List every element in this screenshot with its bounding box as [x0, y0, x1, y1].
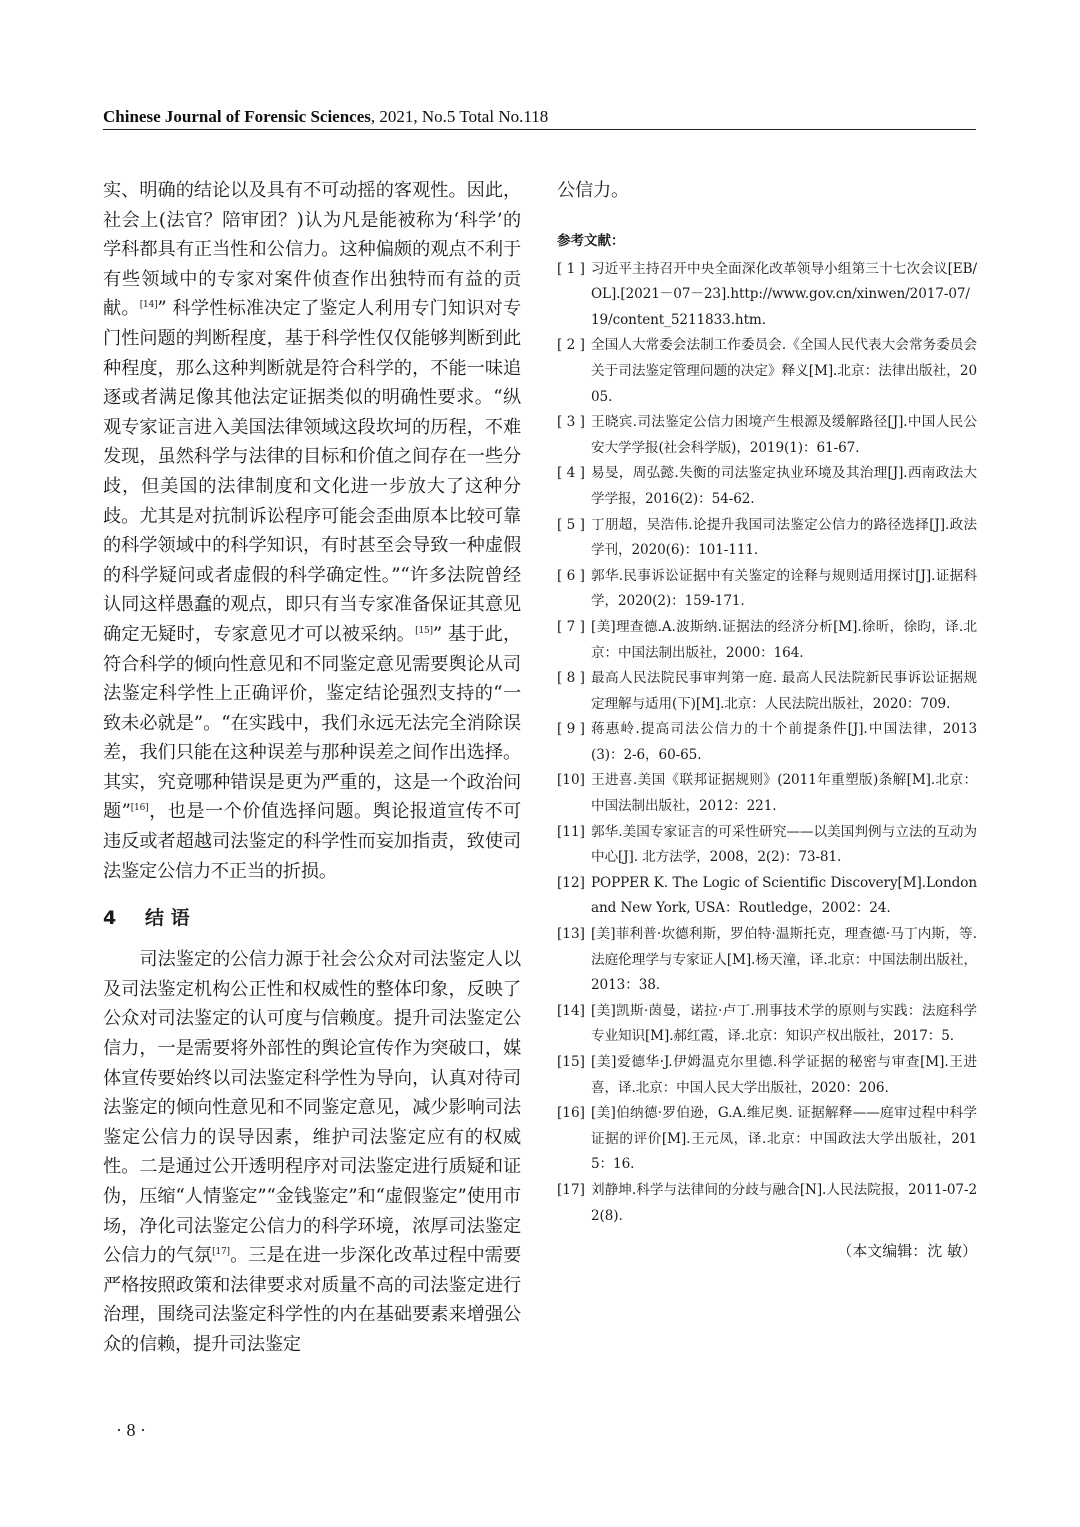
editor-note: （本文编辑：沈 敏）	[837, 1242, 977, 1261]
right-column	[557, 176, 977, 1263]
reference-number: [ 9 ]	[557, 721, 585, 738]
section-number: 4	[103, 907, 117, 930]
reference-item	[557, 461, 977, 512]
reference-item	[557, 820, 977, 871]
reference-number: [12]	[557, 874, 585, 891]
reference-number: [ 8 ]	[557, 670, 585, 687]
text-run: ” 科学性标准决定了鉴定人利用专门知识对专门性问题的判断程度，基于科学性仅仅能够判断到此种程度，那么这种判断就是符合科学的，不能一味追逐或者满足像其他法定证据类似的明确性要求。“纵观专家证言进入美国法律领域这段坎坷的历程，不难发现，虽然科学与法律的目标和价值之间存在一些分歧，但美国的法律制度和文化进一步放大了这种分歧。尤其是对抗制诉讼程序可能会歪曲原本比较可靠的科学领域中的科学知识，有时甚至会导致一种虚假的科学疑问或者虚假的科学确定性。”“许多法院曾经认同这样愚蠢的观点，即只有当专家准备保证其意见确定无疑时，专家意见才可以被采纳。	[103, 298, 521, 645]
citation-17: [17]	[212, 1247, 230, 1258]
header-rule	[103, 129, 976, 130]
reference-number: [ 7 ]	[557, 618, 585, 635]
reference-number: [ 3 ]	[557, 414, 585, 431]
reference-number: [17]	[557, 1181, 585, 1198]
reference-number: [15]	[557, 1054, 585, 1070]
reference-item	[557, 768, 977, 819]
citation-15: [15]	[415, 625, 433, 636]
body-paragraph-1	[103, 176, 521, 886]
reference-number: [ 4 ]	[557, 465, 585, 482]
text-run: ，也是一个价值选择问题。舆论报道宣传不可违反或者超越司法鉴定的科学性而妄加指责，致使司法鉴定公信力不正当的折损。	[103, 801, 521, 882]
text-run: 。三是在进一步深化改革过程中需要严格按照政策和法律要求对质量不高的司法鉴定进行治理，围绕司法鉴定科学性的内在基础要素来增强公众的信赖，提升司法鉴定	[103, 1245, 521, 1355]
reference-number: [14]	[557, 1002, 585, 1019]
citation-14: [14]	[139, 300, 158, 311]
reference-text: 习近平主持召开中央全面深化改革领导小组第三十七次会议[EB/OL].[2021－07－23].http://www.gov.cn/xinwen/2017-07/19/content_5211833.htm.	[591, 260, 977, 328]
reference-text: 全国人大常委会法制工作委员会.《全国人民代表大会常务委员会关于司法鉴定管理问题的决定》释义[M].北京：法律出版社，2005.	[591, 337, 977, 405]
section-heading	[103, 903, 521, 933]
reference-text: 郭华.美国专家证言的可采性研究——以美国判例与立法的互动为中心[J]. 北方法学，2008，2(2)：73-81.	[591, 823, 977, 866]
reference-item	[557, 410, 977, 461]
body-paragraph-2	[103, 945, 521, 1359]
section-title: 结 语	[145, 907, 190, 930]
reference-text: 王进喜.美国《联邦证据规则》(2011年重塑版)条解[M].北京：中国法制出版社，2012：221.	[591, 772, 977, 815]
reference-text: 丁朋超，吴浩伟.论提升我国司法鉴定公信力的路径选择[J].政法学刊，2020(6)：101-111.	[591, 516, 977, 559]
reference-text: [美]伯纳德·罗伯逊，G.A.维尼奥. 证据解释——庭审过程中科学证据的评价[M].王元凤，译.北京：中国政法大学出版社，2015：16.	[591, 1105, 977, 1173]
running-head	[103, 106, 548, 128]
reference-item	[557, 922, 977, 999]
reference-item	[557, 1050, 977, 1101]
reference-number: [11]	[557, 823, 585, 840]
reference-item	[557, 717, 977, 768]
reference-item	[557, 333, 977, 410]
reference-number: [ 6 ]	[557, 567, 585, 584]
reference-text: [美]理查德.A.波斯纳.证据法的经济分析[M].徐昕，徐昀，译.北京：中国法制出版社，2000：164.	[591, 618, 977, 661]
continuation-text: 公信力。	[557, 180, 629, 201]
left-column	[103, 176, 521, 1360]
reference-list	[557, 257, 977, 1230]
reference-number: [ 5 ]	[557, 516, 585, 533]
reference-text: 王晓宾.司法鉴定公信力困境产生根源及缓解路径[J].中国人民公安大学学报(社会科学版)，2019(1)：61-67.	[591, 414, 977, 456]
journal-issue: , 2021, No.5 Total No.118	[370, 107, 549, 126]
reference-text: [美]爱德华·J.伊姆温克尔里德.科学证据的秘密与审查[M].王进喜，译.北京：中国人民大学出版社，2020：206.	[591, 1054, 977, 1096]
references-title: 参考文献：	[557, 232, 625, 249]
reference-item	[557, 1101, 977, 1178]
page-number: · 8 ·	[116, 1420, 146, 1440]
journal-title: Chinese Journal of Forensic Sciences	[103, 107, 371, 126]
reference-text: 刘静坤.科学与法律间的分歧与融合[N].人民法院报，2011-07-22(8).	[591, 1181, 977, 1224]
reference-text: 蒋惠岭.提高司法公信力的十个前提条件[J].中国法律，2013(3)：2-6，60-65.	[591, 721, 977, 763]
reference-text: [美]凯斯·茵曼，诺拉·卢丁.刑事技术学的原则与实践：法庭科学专业知识[M].郝红霞，译.北京：知识产权出版社，2017：5.	[591, 1002, 977, 1045]
text-run: 实、明确的结论以及具有不可动摇的客观性。因此，社会上(法官？陪审团？)认为凡是能被称为‘科学’的学科都具有正当性和公信力。这种偏颇的观点不利于有些领域中的专家对案件侦查作出独特而有益的贡献。	[103, 180, 521, 320]
reference-number: [13]	[557, 926, 585, 943]
text-run: 司法鉴定的公信力源于社会公众对司法鉴定人以及司法鉴定机构公正性和权威性的整体印象，反映了公众对司法鉴定的认可度与信赖度。提升司法鉴定公信力，一是需要将外部性的舆论宣传作为突破口，媒体宣传要始终以司法鉴定科学性为导向，认真对待司法鉴定的倾向性意见和不同鉴定意见，减少影响司法鉴定公信力的误导因素，维护司法鉴定应有的权威性。二是通过公开透明程序对司法鉴定进行质疑和证伪，压缩“人情鉴定”“金钱鉴定”和“虚假鉴定”使用市场，净化司法鉴定公信力的科学环境，浓厚司法鉴定公信力的气氛	[103, 949, 521, 1267]
reference-item	[557, 615, 977, 666]
text-run: ” 基于此，符合科学的倾向性意见和不同鉴定意见需要舆论从司法鉴定科学性上正确评价，鉴定结论强烈支持的“一致未必就是”。“在实践中，我们永远无法完全消除误差，我们只能在这种误差与那种误差之间作出选择。其实，究竟哪种错误是更为严重的，这是一个政治问题”	[103, 623, 521, 823]
reference-text: 郭华.民事诉讼证据中有关鉴定的诠释与规则适用探讨[J].证据科学，2020(2)：159-171.	[591, 567, 977, 610]
reference-item	[557, 257, 977, 334]
reference-number: [16]	[557, 1105, 585, 1122]
reference-text: POPPER K. The Logic of Scientific Discovery[M].London and New York, USA：Routledge，2002：24.	[591, 874, 977, 917]
reference-item	[557, 1178, 977, 1229]
reference-item	[557, 999, 977, 1050]
reference-number: [ 1 ]	[557, 260, 585, 277]
reference-text: 最高人民法院民事审判第一庭. 最高人民法院新民事诉讼证据规定理解与适用(下)[M].北京：人民法院出版社，2020：709.	[591, 670, 977, 712]
reference-number: [ 2 ]	[557, 337, 585, 354]
reference-item	[557, 871, 977, 922]
reference-item	[557, 564, 977, 615]
reference-item	[557, 666, 977, 717]
reference-number: [10]	[557, 772, 585, 789]
reference-item	[557, 513, 977, 564]
reference-text: 易旻，周弘懿.失衡的司法鉴定执业环境及其治理[J].西南政法大学学报，2016(2)：54-62.	[591, 465, 977, 507]
reference-text: [美]菲利普·坎德利斯，罗伯特·温斯托克，理查德·马丁内斯，等.法庭伦理学与专家证人[M].杨天潼，译.北京：中国法制出版社，2013：38.	[591, 926, 977, 994]
citation-16: [16]	[130, 803, 149, 814]
